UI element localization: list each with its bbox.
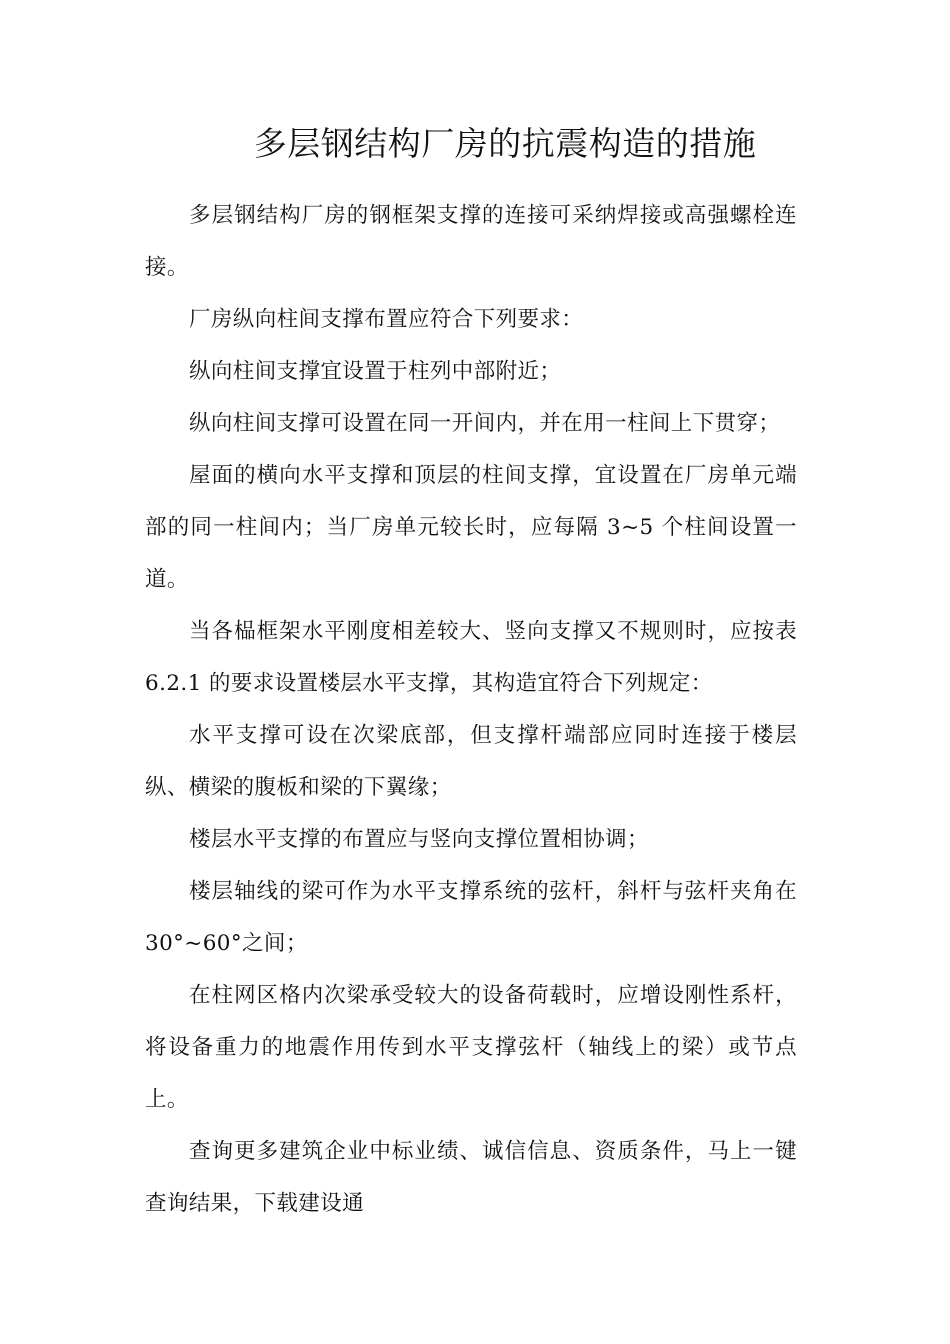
paragraph: 查询更多建筑企业中标业绩、诚信信息、资质条件，马上一键查询结果，下载建设通 xyxy=(145,1139,797,1216)
paragraph: 水平支撑可设在次梁底部，但支撑杆端部应同时连接于楼层纵、横梁的腹板和梁的下翼缘； xyxy=(145,723,797,800)
paragraph: 楼层水平支撑的布置应与竖向支撑位置相协调； xyxy=(189,827,649,852)
document-body xyxy=(145,190,797,1230)
document-title: 多层钢结构厂房的抗震构造的措施 xyxy=(253,124,757,163)
paragraph: 在柱网区格内次梁承受较大的设备荷载时，应增设刚性系杆，将设备重力的地震作用传到水平支撑弦杆（轴线上的梁）或节点上。 xyxy=(145,983,797,1112)
paragraph: 多层钢结构厂房的钢框架支撑的连接可采纳焊接或高强螺栓连接。 xyxy=(145,203,797,280)
paragraph: 厂房纵向柱间支撑布置应符合下列要求： xyxy=(189,307,584,332)
paragraph: 当各榀框架水平刚度相差较大、竖向支撑又不规则时，应按表 6.2.1 的要求设置楼层水平支撑，其构造宜符合下列规定： xyxy=(145,619,797,696)
paragraph: 屋面的横向水平支撑和顶层的柱间支撑，宜设置在厂房单元端部的同一柱间内；当厂房单元较长时，应每隔 3~5 个柱间设置一道。 xyxy=(145,463,797,592)
paragraph: 纵向柱间支撑宜设置于柱列中部附近； xyxy=(189,359,562,384)
paragraph: 楼层轴线的梁可作为水平支撑系统的弦杆，斜杆与弦杆夹角在 30°~60°之间； xyxy=(145,879,797,956)
paragraph: 纵向柱间支撑可设置在同一开间内，并在用一柱间上下贯穿； xyxy=(189,411,781,436)
